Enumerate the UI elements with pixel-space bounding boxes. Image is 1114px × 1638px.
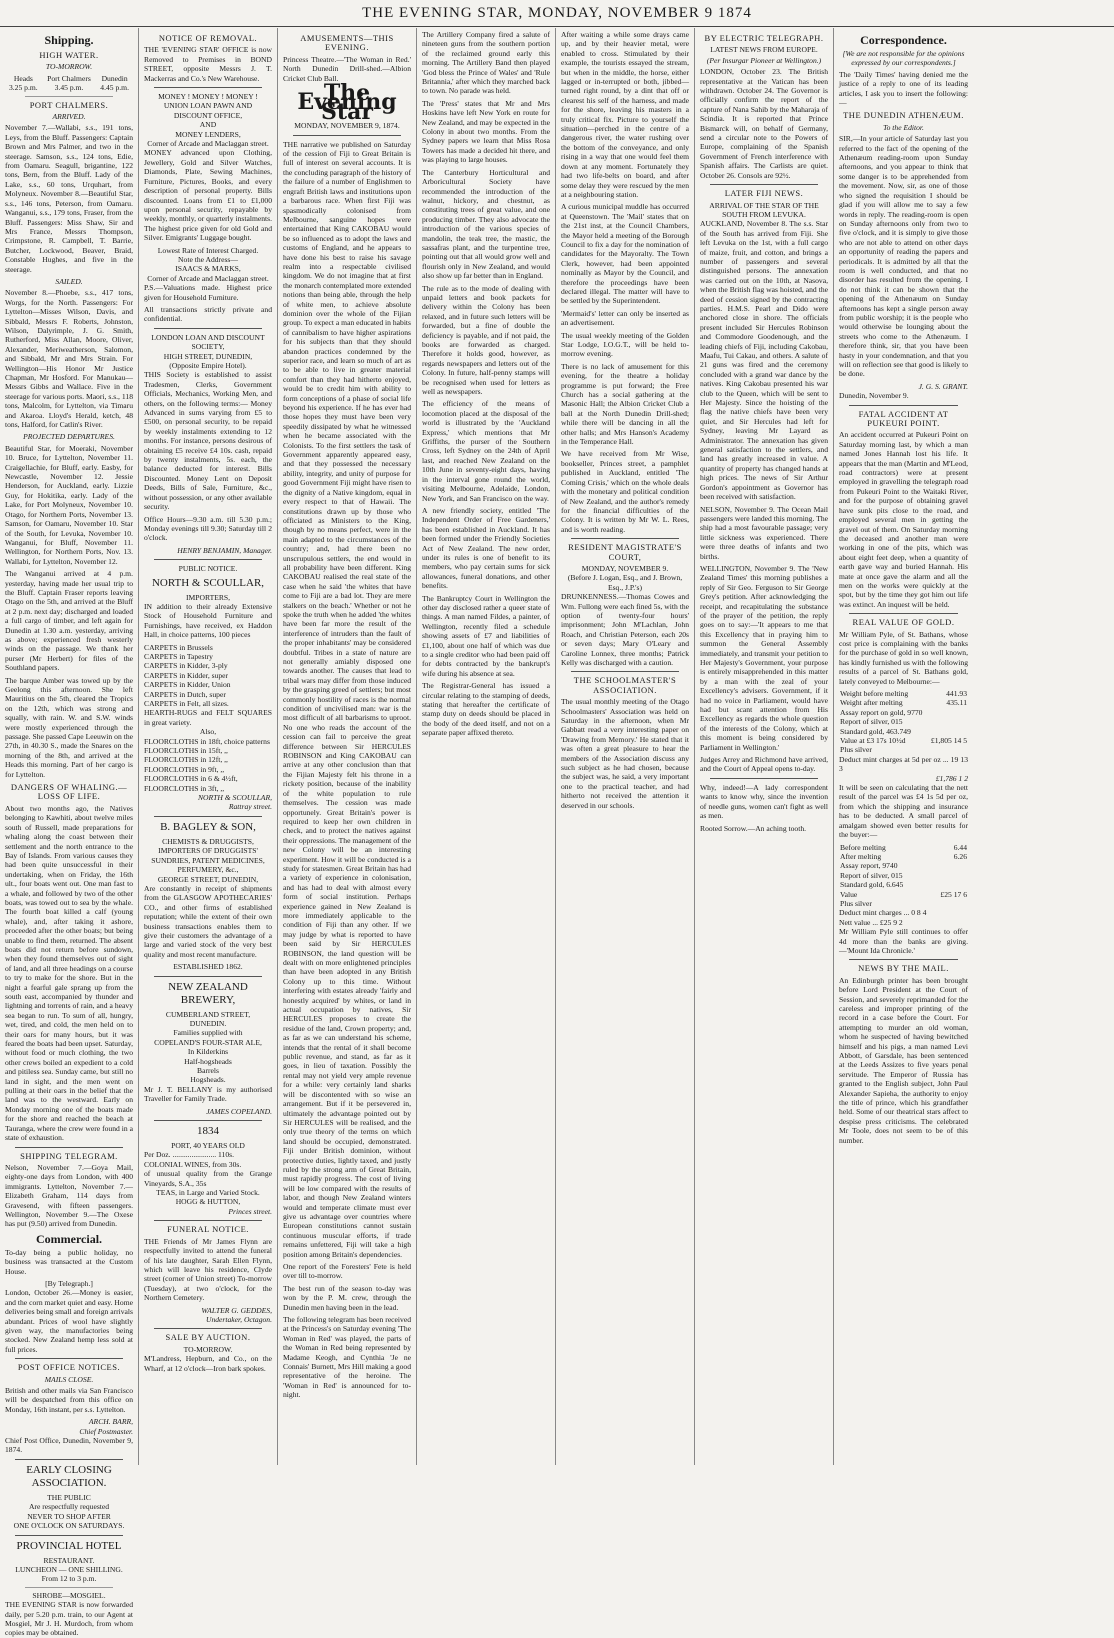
funeral-sign: WALTER G. GEDDES, [201,1305,272,1315]
gold-row-value [928,745,968,754]
gold-row-label: Report of silver, 015 [840,717,903,727]
sailed-text: November 8.—Phoebe, s.s., 417 tons, Worgs, for the North. Passengers: For Lyttelton—Misses Wilson, Davis, and Sibbald, Messrs F. Roberts, Johnston, Wilson, Dalyrimple, J. G. Smith, Rutherford, Miss Allan, Moore, Oliver, Alexander, Meriweatherson, Salomon, and Sibbald, Mr and Mrs Strain. For Wellington—His Honor Mr Justice Chapman, Mr Hosford. For Manukau—Messrs Gibbs and Wallace. Five in the steerage for various ports. Maori, s.s., 118 tons, Malcolm, for Lyttelton, via Timaru and Akaroa. Lloyd's Herald, ketch, 48 tons, Halford, for Catlin's River. [5,288,133,430]
london-text: London, October 26.—Money is easier, and the corn market quiet and easy. Home deliveries being small and foreign arrivals abundant. Prices of wool have slightly given way, the manufactories being stocked. New Zealand hemp less sold at full prices. [5,1288,133,1354]
loan-text: THIS Society is established to assist Tradesmen, Clerks, Government Officials, Mechanics, Working Men, and others, on the following terms:— Money Advanced in sums varying from £5 to £500, on personal security, to be repaid by weekly instalments extending to 12 months. For instance, persons desirous of obtaining £5 receive £4 10s. cash, repaid by twenty instalments, 5s. each, the balance deducted for interest. Bills Discounted. Money Lent on Deposit Deeds, Bills of Sale, Furniture, &c., without possession, or any other available security. [144,370,272,512]
established: ESTABLISHED 1862. [173,962,243,972]
removal-text: THE 'EVENING STAR' OFFICE is now Removed to Premises in BOND STREET, opposite Messrs J. T. Mackerras and Co.'s New Warehouse. [144,45,272,83]
disclaimer: [We are not responsible for the opinions expressed by our correspondents.] [842,49,965,68]
bagley-line: PERFUMERY, &c., [177,865,239,875]
post-text: British and other mails via San Francisco will be despatched from this office on Monday, 16th instant, per s.s. Lyttelton. [5,1386,133,1414]
also-word: Also, [199,727,217,737]
news-paragraph: The Artillery Company fired a salute of nineteen guns from the southern portion of the reclaimed ground early this morning. The Artillery Band then played 'God bless the Prince of Wales' and 'Rule Britannia,' after which they marched back to town. No parade was held. [422,30,550,96]
amusements-title: AMUSEMENTS—THIS EVENING. [300,33,394,53]
tide-cell: 4.45 p.m. [100,83,129,93]
telegram-text: Nelson, November 7.—Goya Mail, eighty-one days from London, with 400 immigrants. Lyttelton, November 7.—Elizabeth Graham, 114 days from Gravesend, with fifteen passengers. Wellington, November 9.—The Oxese has put (9.50) arrived from Dunedin. [5,1162,133,1229]
luncheon-time: From 12 to 3 p.m. [41,1574,97,1584]
amalgam-row-value [929,880,968,889]
bagley-text: Are constantly in receipt of shipments from the GLASGOW APOTHECARIES' CO., and other firms of established reputation; while the extent of their own business transactions enables them to give their customers the advantage of a large and varied stock of the very best quality and most recent manufacture. [144,883,272,959]
carpet-line: CARPETS in Felt, all sizes. [144,699,229,708]
amalgam-row-label: Value [840,889,858,899]
foresters-note: One report of the Foresters' Fete is held over till to-morrow. [283,1262,411,1281]
hogg-address: Princes street. [228,1206,272,1216]
news-paragraph: The Canterbury Horticultural and Arboricultural Society have recommended the introduction of the walnut, hickory, and chestnut, as constituting trees of great value, and one producing timber. They also advocate the introduction of the various species of mandolin, the teak tree, the mastic, the sassafras plant, and the turpentine tree, pointing out that all would grow well and flourish only in New Zealand, and would also show up far better than in England. [422,167,550,281]
money-title: MONEY ! MONEY ! MONEY ! [158,92,258,102]
tide-cell: Port Chalmers [47,73,91,83]
post-title: POST OFFICE NOTICES. [17,1362,121,1373]
funeral-sign-role: Undertaker, Octagon. [205,1314,272,1324]
loan-hours: Office Hours—9.30 a.m. till 5.30 p.m.; Monday evenings till 9.30; Saturday till 2 o'clock. [144,514,272,543]
column-editorial [278,28,417,1465]
news-paragraph: A new friendly society, entitled 'The Independent Order of Free Gardeners,' has been established in Auckland. It has been formed under the Friendly Societies Act of New Zealand. The new order, under its rules is one of benefit to its members, who pay certain sums for sick allowances, funeral donations, and other benefits. [422,505,550,591]
brewery-city: DUNEDIN. [189,1018,227,1028]
note-address: Note the Address— [178,254,238,264]
gold-row-label: Plus silver [840,745,872,755]
news-paragraph: There is no lack of amusement for this evening, for the theatre a holiday programme is put forward; the Free Church has a social gathering at the Masonic Hall; the Albion Cricket Club a ball at the North Dunedin Drill-shed; while there will be dancing in all the other halls; and Mrs Hanson's Academy in the Temperance Hall. [561,361,689,447]
letter-place: Dunedin, November 9. [839,391,909,401]
resident-court-title: RESIDENT MAGISTRATE'S COURT, [568,542,682,562]
column-telegraph [695,28,834,1465]
port-title: PORT CHALMERS. [29,99,109,110]
gold-row-label: Value at £3 17s 10½d [840,736,906,746]
brewery-address: CUMBERLAND STREET, [165,1009,251,1019]
brewery-line: In Kilderkins [187,1047,229,1057]
theatre-note: The following telegram has been received at the Princess's on Saturday evening 'The Woman in Red' was played, the parts of the Woman in Red being represented by Madame Keogh, and Cynthia 'Je ne Connais' Burnett, Mrs Hill making a good representative of the heroine. The 'Woman in Red' is announced for to-night. [283,1315,411,1400]
arrival-title: ARRIVAL OF THE STAR OF THE SOUTH FROM LEVUKA. [709,200,819,219]
arrived-text: November 7.—Wallabi, s.s., 191 tons, Leys, from the Bluff. Passengers: Captain Brown and Mrs Palmer, and two in the steerage. Samson, s.s., 124 tons, Edie, from Oamaru. Seagull, brigantine, 122 tons, Bern, from the Bluff. Lady of the Lake, s.s., 60 tons, Urquhart, from Molyneux. November 8.—Beautiful Star, s.s., 146 tons, Peterson, from Oamaru. Wanganui, s.s., 179 tons, Fraser, from the Bluff. Passengers: Miss Shaw, Sir and Mrs France, Messrs Thompson, Crimpstone, R. Campbell, T. Barrie, Butcher, Lockwood, Beaver, Braid, Constable Hughes, and five in the steerage. [5,123,133,274]
column-news-b [556,28,695,1465]
north-sign: NORTH & SCOULLAR, [197,793,272,803]
news-paragraph: 'Mermaid's' letter can only be inserted as an advertisement. [561,308,689,328]
column-correspondence [834,28,973,1465]
fiji-title: LATER FIJI NEWS. [724,188,804,199]
port-text: PORT, 40 YEARS OLD [171,1141,245,1151]
mosgiel-title: SHROBE—MOSGIEL. [32,1590,106,1600]
news-paragraph: The usual weekly meeting of the Golden Star Lodge, I.O.G.T., will be held to-morrow evening. [561,330,689,359]
brewery-line: Barrels [197,1066,219,1075]
brewery-line: COPELAND'S FOUR-STAR ALE, [154,1037,262,1047]
rowing-note: The best run of the season to-day was won by the P. M. crew, through the Dunedin men having been in the lead. [283,1283,411,1312]
correspondence-header: Correspondence. [860,33,947,47]
lenders-title: MONEY LENDERS, [175,129,241,139]
amalgam-row-value: £25 17 6 [940,889,967,899]
whaling-text: About two months ago, the Natives belonging to Kawhiti, about twelve miles south of Russell, made preparations for whaling along the coast between their settlement and the north entrance to the Bay of Islands. From various causes they had been quite unsuccessful in their undertaking, when on Friday, the 16th ult., four boats went out. One man fast to a whale, and followed by two of the other boats, was towed out to sea by the whale. The fourth boat killed a calf (young whale), and, after taking it ashore, proceeded after the other boats; but being unable to find them, returned. The absent boats did not return before sundown, when they found themselves out of sight of land, and all three headings on a course to try to make for the shore. But in the night a fearful gale sprang up from the south east, accompanied by thunder and lightning and torrents of rain, and a heavy sea began to run. To sum of all, hungry, wet, tired, and cold, the men held on to their oars for many hours, but it was feared the boats had been upset. Saturday, without food or much clothing, the two other crews boiled an expedient to a cold and pitiless sea. Sunday came, but still no land in sight, and the men went on pulling at their oars in the belief that the land was to the westward. Early on Monday morning one of the boats made for the shore and reached the beach at Tauranga, where the crew were found in a state of exhaustion. [5,803,133,1143]
brewery-line: Families supplied with [173,1028,243,1038]
early-line: THE PUBLIC [47,1492,91,1502]
floorcloth-line: FLOORCLOTHS in 9ft, ,, [144,764,225,774]
news-paragraph: The efficiency of the means of locomotion placed at the disposal of the world is illustrated by the 'Auckland Express,' which mentions that Mr Griffiths, the purser of the Southern Cross, left Sydney on the 24th of April last, and reached New Zealand on the 10th June in seventy-eight days, having in the interval gone round the world, visiting Melbourne, Adelaide, London, New York, and San Francisco on the way. [422,399,550,503]
nelson-text: NELSON, November 9. The Ocean Mail passengers were landed this morning. The ship had a most favourable passage; very little sickness was experienced. There were three deaths of infants and two births. [700,504,828,561]
money-text: MONEY advanced upon Clothing, Jewellery, Gold and Silver Watches, Diamonds, Plate, Sewing Machines, Furniture, Pictures, Books, and every description of personal property. Bills discounted. Loans from £1 to £1,000 upon personal security, repayable by weekly, monthly, or quarterly instalments. The highest price given for old Gold and Silver. Emigrants' Luggage bought. [144,148,272,243]
amalgam-table [839,843,968,909]
early-closing-title: EARLY CLOSING ASSOCIATION. [26,1463,112,1489]
projected-title: PROJECTED DEPARTURES. [23,432,115,442]
loan-title: LONDON LOAN AND DISCOUNT SOCIETY, [151,332,265,352]
gold-deduct: Deduct mint charges at 5d per oz ... 19 13 3 [839,754,968,774]
per-doz: Per Doz. ....................... 110s. [144,1150,234,1160]
amalgam-row-label: Report of silver, 015 [840,870,903,880]
europe-news-sub: (Per Insurgar Pioneer at Wellington.) [706,55,822,65]
paper-title: The Evening Star [297,80,397,125]
star-notice: THE EVENING STAR is now forwarded daily, per 5.20 p.m. train, to our Agent at Mosgiel, Mr J. H. Murdoch, from whom copies may be obtained. [5,1600,133,1638]
floorcloth-line: FLOORCLOTHS in 3ft, ,, [144,783,225,793]
funeral-title: FUNERAL NOTICE. [167,1224,249,1235]
port-year: 1834 [197,1125,219,1138]
isaacs-marks: ISAACS & MARKS, [175,264,241,274]
gold-row-value: 441.93 [946,689,967,698]
north-sub: IMPORTERS, [185,592,231,602]
column-news-a [417,28,556,1465]
news-paragraph: The Registrar-General has issued a circular relating to the stamping of deeds, stating that hereafter the certificate of stamp duty on deeds should be placed in the body of the deed itself, and not on a separate paper affixed thereto. [422,681,550,738]
rooted-text: Rooted Sorrow.—An aching tooth. [700,823,807,833]
brewery-title: NEW ZEALAND BREWERY, [168,980,248,1006]
gold-row-label: Assay report on gold, 9770 [840,707,923,717]
amalgam-row-value [929,899,968,908]
amalgam-row-value: 6.26 [953,851,967,861]
ps-text: P.S.—Valuations made. Highest price given for Household Furniture. [144,283,272,302]
gold-deduct-2: Deduct mint charges ... 0 8 4 [839,908,927,918]
provincial-sub: RESTAURANT. [43,1555,95,1565]
public-notice-title: PUBLIC NOTICE. [178,564,238,574]
gold-row-label: Weight before melting [840,689,909,698]
floorcloth-line: FLOORCLOTHS in 18ft, choice patterns [144,736,270,746]
news-paragraph: The rule as to the mode of dealing with unpaid letters and book packets for delivery within the Colony has been relaxed, and in future such letters will be forwarded, but a fine of double the deficiency is payable, and if not paid, the books are forwarded as charged. Therefore it holds good, however, as regards newspapers and letters out of the Colony. In future, half-penny stamps will be recognised when used for letters as well as newspapers. [422,283,550,397]
colonial-wines: COLONIAL WINES, from 30s. [144,1159,242,1169]
and-word: AND [199,120,217,130]
union-title: UNION LOAN PAWN AND DISCOUNT OFFICE, [163,101,253,120]
carpet-line: CARPETS in Dutch, super [144,689,226,699]
brewery-line: Half-hogsheads [184,1056,232,1066]
removal-title: NOTICE OF REMOVAL. [158,33,258,43]
commercial-header: Commercial. [35,1231,103,1246]
north-text: IN addition to their already Extensive Stock of Household Furniture and Furnishings, have received, ex Haddon Hall, in choice patterns, 100 pieces [144,601,272,640]
resident-court-before: (Before J. Logan, Esq., and J. Brown, Esq., J.P.'s) [567,573,683,592]
barque-text: The barque Amber was towed up by the Geelong this afternoon. She left Mauritius on the 5th, cleared the Tropics on the 12th, which was strong and squally, with rain. W. and S.W. winds were mostly experienced through the passage. She passed Cape Leeuwin on the 27th, in 40.30 S., made the Snares on the morning of the 8th, and arrived at the Heads this morning. Part of her cargo is for Lyttelton. [5,675,133,779]
letter-sign: J. G. S. GRANT. [918,381,968,391]
auction-sub: TO-MORROW. [183,1344,233,1354]
arrival-text: AUCKLAND, November 8. The s.s. Star of the South has arrived from Fiji. She left Levuka on the 1st, with a full cargo of maize, fruit, and cotton, and brings a number of passengers and several distinguished persons. The annexation was carried out on the 10th, at Nasova, when the British flag was hoisted, and the deed of cession signed by the contracting parties. H.M.S. Pearl and Dido were anchored close in shore. The officials present included Sir Hercules Robinson and Commodore Goodenough, and the leading chiefs of Fiji, including Cakobau, Maafu, Tui Cakau, and others. A salute of 21 guns was fired and the ceremony concluded with a grand war dance by the natives. King Cakobau presented his war club to the Queen, which will be sent to Her Majesty. Since the hoisting of the flag the native chiefs have been very quiet, and Sir Hercules had left for Sydney, leaving Mr Layard as Administrator. The annexation has given general satisfaction to the settlers, and land has greatly increased in value. A quantity of property has changed hands at high prices. The news of Sir Arthur Gordon's appointment as Governor has been received with satisfaction. [700,219,828,502]
carpet-line: CARPETS in Kidder, 3-ply [144,661,228,671]
projected-text: Beautiful Star, for Moeraki, November 10. Bruce, for Lyttelton, November 11. Craigellachie, for Bluff, early. Easby, for Newcastle, November 12. Jessie Henderson, for Auckland, early. Lizzie Guy, for Hokitika, early. Lady of the Lake, for Port Molyneux, November 10. Otago, for Northern Ports, November 13. Samson, for Oamaru, November 10. Star of the South, for Levuka, November 10. Wanganui, for Bluff, November 11. Wellington, for Northern Ports, Nov. 13. Wallabi, for Lyttelton, November 12. [5,443,133,566]
europe-news-text: LONDON, October 23. The British representative at the Vatican has been withdrawn. October 24. The Governor is officially confirm the report of the capture of Nana Sahib by the Maharaja of Scindia. It is reported that Prince Bismarck will, on behalf of Germany, send a circular note to the Powers of Europe, complaining of the Spanish Government of French interference with Spanish affairs. The Carlists are quiet. October 26. Consols are 92½. [700,67,828,180]
gold-text-2: It will be seen on calculating that the nett result of the parcel was £4 1s 5d per oz, from which the shipping and insurance has to be deducted. A small parcel of amalgam showed even better results for the buyer:— [839,783,968,840]
bagley-title: B. BAGLEY & SON, [160,820,256,833]
brewery-line: Hogsheads. [190,1075,226,1085]
telegram-title: SHIPPING TELEGRAM. [20,1150,118,1161]
lowest-rate: Lowest Rate of Interest Charged. [157,245,259,255]
loan-opposite: (Opposite Empire Hotel). [169,361,247,370]
brewery-sign: JAMES COPELAND. [206,1106,272,1116]
judges-text: Judges Arrey and Richmond have arrived, and the Court of Appeal opens to-day. [700,755,828,774]
amalgam-row-value: 6.44 [953,842,967,852]
tide-cell: Heads [13,73,33,83]
gold-row-value [928,708,968,717]
resident-court-text: DRUNKENNESS.—Thomas Cowes and Wm. Fullong were each fined 5s, with the option of twenty-four hours' imprisonment; John M'Lachlan, John Roach, and Christian Peterson, each 20s or seven days; Mary O'Leary and Caroline Lonnex, three months; Patrick Kelly was discharged with a caution. [561,592,689,667]
news-paragraph: The 'Press' states that Mr and Mrs Hoskins have left New York en route for New Zealand, and may be expected in the Colony in about two months. From the Sydney papers we learn that Miss Rosa Towers has made a decided hit there, and was playing to large houses. [422,98,550,165]
bagley-line: GEORGE STREET, DUNEDIN, [157,874,259,884]
amalgam-row-value [929,861,968,870]
whaling-title: DANGERS OF WHALING.—LOSS OF LIFE. [10,782,128,802]
news-paragraph: After waiting a while some drays came up, and by their heavier metal, were enabled to cross. Stimulated by their example, the tourists essayed the stream, but when in the middle, the horse, either lagged or in-terrupted or both, jibbed—turned right round, by a dint that off or clearest his self of the harness, and made for the shore, leaving his masters in a truly critical fix. Picture to yourself the situation—perched in the centre of a dangerous river, the water rushing over the bottom of the conveyance, and only rising in a way that one would feel them down at any moment. Fortunately they had two life-belts on board, and after some delay they were rescued by the men at a neighbouring station. [561,30,689,199]
tide-cell: 3.45 p.m. [54,83,84,93]
paper-date: MONDAY, NOVEMBER 9, 1874. [294,121,400,131]
auction-title: SALE BY AUCTION. [165,1332,251,1343]
loan-address: HIGH STREET, DUNEDIN, [163,351,253,361]
amalgam-row-label: After melting [840,851,882,861]
bagley-sub: CHEMISTS & DRUGGISTS, [162,836,254,846]
post-sign-role: Chief Postmaster. [79,1426,133,1436]
funeral-text: THE Friends of Mr James Flynn are respectfully invited to attend the funeral of his late daughter, Sarah Ellen Flynn, which will leave his residence, Clyde street (corner of Union street) To-morrow (Tuesday), at two o'clock, for the Northern Cemetery. [144,1236,272,1303]
wellington-text: WELLINGTON, November 9. The 'New Zealand Times' this morning publishes a reply of Sir Geo. Ferguson to Sir George Grey's petition. After acknowledging the receipt, and recapitulating the substance of the prayer of the petition, the reply goes on to say:—'It appears to me that this Excellency that in praying him to summon the General Assembly immediately, and transmit your petition to Her Majesty's Government, your purpose is entirely misapprehended in this matter by a man with the zeal of your Excellency's advisers. Government, if it had no voice in Parliament, would have had but scant attention from His Excellency as regards the whole question of the interests of the Colony, which at this moment is being considered by Parliament in Wellington.' [700,563,828,752]
gold-row-label: Weight after melting [840,698,903,708]
gold-title: REAL VALUE OF GOLD. [852,617,955,628]
mails-label: MAILS CLOSE. [44,1374,94,1384]
news-paragraph: We have received from Mr Wise, bookseller, Princes street, a pamphlet published in Auckland, entitled 'The Coming Crisis,' which on the whole deals with the monetary and political condition of New Zealand, and the author's remedy for the financial difficulties of the Colony. It is written by Mr W. L. Rees, and is worth reading. [561,449,689,534]
masthead-title: THE EVENING STAR, MONDAY, NOVEMBER 9 1874 [362,4,752,21]
gold-total: £1,786 1 2 [935,773,968,783]
newspaper-columns [0,28,1114,1638]
wanganui-text: The Wanganui arrived at 4 p.m. yesterday, having made her usual trip to the Bluff. Captain Fraser reports leaving Otago on the 5th, and arrived at the Bluff at 2 p.m. next day; discharged and loaded a full cargo of timber, and left again for Dunedin at 1.30 a.m. yesterday, arriving as above; experienced fresh westerly winds on the passage. We thank her purser (Mr Herbert) for files of the Southland papers. [5,569,133,673]
gold-row-value [928,727,968,736]
schoolmasters-title: THE SCHOOLMASTER'S ASSOCIATION. [573,675,677,695]
shipping-header: Shipping. [44,33,94,47]
amalgam-row-label: Before melting [840,842,886,852]
commercial-text: To-day being a public holiday, no business was transacted at the Custom House. [5,1247,133,1276]
provincial-title: PROVINCIAL HOTEL [16,1539,122,1552]
europe-news-title: LATEST NEWS FROM EUROPE. [710,45,818,55]
tide-table [5,74,133,93]
north-title: NORTH & SCOULLAR, [151,576,265,589]
amusements-text: Princess Theatre.—'The Woman in Red.' North Dunedin Drill-shed.—Albion Cricket Club Ball. [283,54,411,83]
carpet-line: CARPETS in Kidder, Union [144,680,231,690]
teas: TEAS, in Large and Varied Stock. [156,1188,260,1198]
editorial-text: THE narrative we published on Saturday of the cession of Fiji to Great Britain is full of interest on several accounts. It is the concluding paragraph of the history of the failure of a number of Englishmen to engraft British laws and institutions upon a barbarous race. When first Fiji was spasmodically colonised from Melbourne, sanguine hopes were entertained that King CAKOBAU would be so influenced as to adopt the laws and customs of England, and he appears to have done his best to raise his savage realm into a respectable civilised kingdom. We do not imagine that at first the monarch contemplated more extended notions than being able, through the help of white men, to achieve absolute dominion over the whole of the Fijian group. To expect a man educated in habits of cannibalism to have higher aspirations for his subjects than that they should abandon practices condemned by the superior race, and learn so much of art as to be able to live in greater material comfort than they had hitherto enjoyed, would be to credit him with ability to form conceptions of a phase of social life beyond his experience. If he has ever had those hopes they must have been very speedily dissipated by what he witnessed when he became associated with the Colonists. To the first settlers the task of Government apparently appeared easy, and that they possessed the necessary ability, integrity, and unity of purpose for good Government Fiji might have risen to the dignity of a Native kingdom, equal in every respect to that of Hawaii. The constitutions drawn up by those who officiated as Ministers to the King, though by no means perfect, were in the main adapted to the circumstances of the country; and, had there been no unscrupulous settlers, the end would in all probability have been different. King CAKOBAU realised the real state of the case when he said 'the whites that have come to Fiji are a bad lot. They are mere stalkers on the beach.' Whether or not he spoke the truth when he added 'the whites have been far more the result of the interference of intruders than the fault of the proper inhabitants' may be considered doubtful. Tribes in a state of nature are not generally amiably disposed one towards another. The causes that lead to tribal wars may differ from those induced by the grasping greed of settlers; but most commonly hostility of races is the normal condition of uncivilised man: war is the most difficult of all barbarisms to uproot. No one who reads the account of the cession can fail to perceive the great difference between Sir HERCULES ROBINSON and King CAKOBAU can arrive at any other conclusion than that the Fijian Majesty felt his throne in a rickety position, because of the inability of the white population to rule themselves. The cession was made opportunely. Great Britain's power is required to keep her own children in check, and to protect the natives against their oppressions. The management of the new Colony will be an interesting experiment. How it will be conducted is a study for statesmen. Great Britain has had a variety of experience in colonisation, and has had to deal with almost every form of social institution. Perhaps experience gained in New Zealand is more immediately applicable to the condition of Fiji than any other. If we may judge by what is reported to have been said by Sir HERCULES ROBINSON, the land question will be dealt with on more enlightened principles than have been adopted in any British Colony up to this time. Without interfering with estates already 'fairly and honestly acquired' by whites, or land in actual occupation by natives, Sir HERCULES proposes to create the residue of the land, Crown property; and, as far as we can understand his scheme, intends that the rental of it shall become public revenue, and stand, as far as it goes, in lieu of taxation. Possibly the rental may not yield very ample revenue for a while: very certainly land sharks will be discontented with so wise an arrangement. But if it be persevered in, ultimately the advantage pointed out by Sir HERCULES will be realised, and the only true theory of the terms on which land should be occupied, demonstrated. Fiji under British dominion, without protective duties, lightly taxed, and justly ruled by the strong arm of Great Britain, must rapidly progress. The cost of living will be low compared with the results of labor, and though New Zealand winters would and temperate climate must ever give us advantage over countries where European constitutions cannot sustain continuous muscular efforts, if trade remains unfettered, Fiji will take a high position among Britain's dependencies. [283,139,411,1259]
gold-close: Mr William Pyle still continues to offer 4d more than the banks are giving.—'Mount Ida Chronicle.' [839,927,968,955]
arrived-label: ARRIVED. [52,112,86,122]
early-line: Are respectfully requested [28,1502,110,1512]
by-telegraph: [By Telegraph.] [45,1278,93,1288]
to-editor: To the Editor. [883,122,924,132]
loan-sign: HENRY BENJAMIN, Manager. [177,545,272,555]
column-advertisements [139,28,278,1465]
masthead [0,0,1114,27]
brewery-traveller: Mr J. T. BELLANY is my authorised Traveller for Family Trade. [144,1084,272,1104]
amalgam-row-label: Plus silver [840,898,872,908]
gold-row-value: 435.11 [946,698,967,708]
corner-address-2: Corner of Arcade and Maclaggan street. [147,273,269,283]
fatal-text: An accident occurred at Pukeuri Point on Saturday morning last, by which a man named Jones Hannah lost his life. It appears that the man (Martin and M'Leod, road contractors) were at present employed in gravelling the telegraph road from Pukeuri Point to the Waitaki River, and for the purpose of obtaining gravel have sunk pits close to the road, and employed several men in getting the gravel out of them. On Saturday morning the deceased and another man were working in one of the pits, which was about eight feet deep, when a quantity of earth gave way and buried Hannah. His mate at once gave the alarm and all the men on the works were quickly at the spot, but by the time they got him out life was extinct. An inquest will be held. [839,430,968,609]
gold-text: Mr William Pyle, of St. Bathans, whose cost price is complaining with the banks for the purchase of gold in so well known, has kindly furnished us with the following results of a parcel of St. Bathans gold, lately conveyed to Melbourne:— [839,629,968,686]
gold-row-value: £1,805 14 5 [930,736,967,746]
amalgam-row-label: Assay report, 9740 [840,861,898,871]
resident-court-date: MONDAY, NOVEMBER 9. [581,563,669,573]
early-line: ONE O'CLOCK ON SATURDAYS. [13,1521,125,1531]
news-mail-title: NEWS BY THE MAIL. [858,963,949,974]
corner-address: Corner of Arcade and Maclaggan street. [147,139,269,149]
luncheon: LUNCHEON — ONE SHILLING. [15,1564,123,1574]
carpet-line: CARPETS in Brussels [144,642,213,652]
gold-net: Nett value ... £25 9 2 [839,917,903,927]
floorcloth-line: FLOORCLOTHS in 12ft, ,, [144,755,228,765]
gold-row-value [928,717,968,726]
telegraph-title: BY ELECTRIC TELEGRAPH. [704,33,824,43]
letter-intro: The 'Daily Times' having denied me the justice of a reply to one of its leading articles, I ask you to insert the following:— [839,69,968,108]
gold-table [839,689,968,755]
news-paragraph: A curious municipal muddle has occurred at Queenstown. The 'Mail' states that on the 21st inst, at the Council Chambers, the Mayor held a meeting of the Borough Council to fix a day for the nomination of candidates for the Mayoralty. The Town Clerk, however, had been appointed nominally as Mayor by the Council, and therefore the proceedings have been declared illegal. The matter will have to be settled by the Superintendent. [561,202,689,306]
hogg-hutton: HOGG & HUTTON, [175,1197,241,1207]
north-sign-street: Rattray street. [228,802,272,812]
column-shipping [0,28,139,1638]
athenaeum-title: THE DUNEDIN ATHENÆUM. [843,110,964,121]
carpet-line: CARPETS in Tapestry [144,651,213,661]
carpet-line: HEARTH-RUGS and FELT SQUARES in great variety. [144,708,272,727]
carpet-line: CARPETS in Kidder, super [144,670,229,680]
tide-cell: 3.25 p.m. [8,83,38,93]
news-mail-text: An Edinburgh printer has been brought before Lord President at the Court of Session, and severely reprimanded for the careless and improper printing of the record in a case before the Court. For attempting to murder an old woman, whom he suspected of having bewitched himself and his pigs, a man named Levi Abbott, of Garsdale, has been sentenced at the Leeds Assizes to five years penal servitude. The Emperor of Russia has granted to the English subject, John Paul Alexander Sapieha, the authority to enjoy the title of prince, which his grandfather held. Some of our theatrical stars affect to despise press criticisms. The celebrated Mr Toole, does not seem to be of this number. [839,975,968,1145]
floorcloth-line: FLOORCLOTHS in 15ft, ,, [144,746,228,756]
early-line: NEVER TO SHOP AFTER [27,1511,111,1521]
why-text: Why, indeed!—A lady correspondent wants to know why, since the invention of needle guns, women can't fight as well as men. [700,782,828,821]
high-water-sub: TO-MORROW. [45,62,93,72]
amalgam-row-label: Standard gold, 6.645 [840,880,904,890]
news-paragraph: The Bankruptcy Court in Wellington the other day disclosed rather a queer state of things. A man named Fildes, a painter, of Wellington, recently filed a schedule showing assets of £7 and liabilities of £1,100, about one half of which was due to a single creditor who had been paid off for debts contracted by the bankrupt's wife during his absence at sea. [422,593,550,678]
tide-cell: Dunedin [101,73,128,83]
auction-text: M'Landress, Hepburn, and Co., on the Wharf, at 12 o'clock—Iron bark spokes. [144,1354,272,1373]
fatal-title: FATAL ACCIDENT AT PUKEURI POINT. [858,408,949,429]
confidential-text: All transactions strictly private and confidential. [144,304,272,324]
amalgam-row-value [929,871,968,880]
letter-text: SIR,—In your article of Saturday last you referred to the fact of the opening of the Athenæum reading-room upon Sunday afternoons, and you appear to think that some danger is to be apprehended from the movement. Now, sir, as one of those who signed the requisition I should be glad if you will allow me to say a few words in reply. The reading-room is open on Sunday afternoons only from two to five o'clock, and it is simply to give those who are not able to attend on other days an opportunity of reading the papers and periodicals. It is admitted by all that the room is well conducted, and that no disorder has resulted from the opening. I do not think it can be shown that the opening of the Athenæum on Sunday afternoons has kept a single person away from public worship; it is the people who would otherwise be lounging about the streets who come to the Athenæum. I therefore think, sir, that you have been hasty in your condemnation, and that you will on reflection see that good is likely to be done. [839,134,968,379]
gawler-wine: of unusual quality from the Grange Vineyards, S.A., 35s [144,1169,272,1188]
schoolmasters-text: The usual monthly meeting of the Otago Schoolmasters' Association was held on Saturday in the afternoon, when Mr Gabbatt read a very interesting paper on 'Drawing from Memory.' He stated that it was often a great pleasure to hear the members of the Association discuss any such subject as he had chosen, because the subject was, he said, a very important one to the practical teacher, and had hitherto not received the attention it deserved in our schools. [561,697,689,810]
post-date: Chief Post Office, Dunedin, November 9, 1874. [5,1436,133,1455]
gold-row-label: Standard gold, 463.749 [840,726,911,736]
bagley-line: IMPORTERS OF DRUGGISTS' SUNDRIES, PATENT MEDICINES, [151,846,265,865]
floorcloth-line: FLOORCLOTHS in 6 & 4½ft, [144,774,238,784]
post-sign: ARCH. BARR, [88,1417,133,1427]
high-water-title: HIGH WATER. [39,50,99,60]
sailed-label: SAILED. [55,276,83,286]
